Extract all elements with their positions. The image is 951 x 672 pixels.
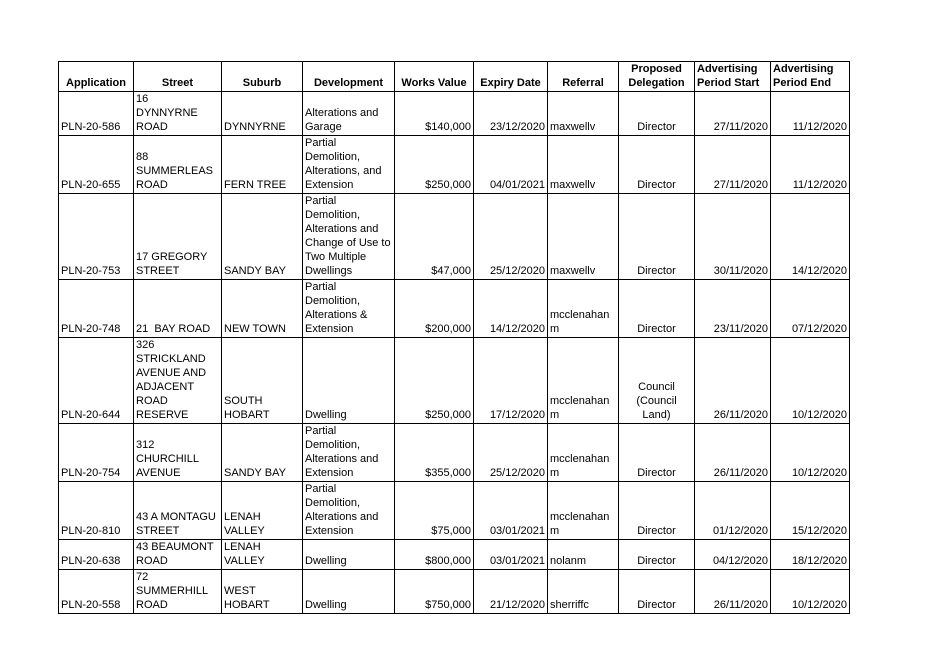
cell-ad-start: 26/11/2020 [695, 338, 771, 424]
cell-street: 21 BAY ROAD [134, 280, 222, 338]
header-development: Development [303, 62, 395, 92]
cell-ad-end: 18/12/2020 [771, 540, 850, 570]
cell-referral: maxwellv [548, 194, 619, 280]
cell-street: 43 BEAUMONT ROAD [134, 540, 222, 570]
cell-development: Partial Demolition, Alterations & Extension [303, 280, 395, 338]
cell-ad-start: 01/12/2020 [695, 482, 771, 540]
cell-development: Partial Demolition, Alterations and Change of Use to Two Multiple Dwellings [303, 194, 395, 280]
applications-table [58, 61, 850, 614]
header-street: Street [134, 62, 222, 92]
cell-ad-start: 23/11/2020 [695, 280, 771, 338]
cell-application: PLN-20-810 [59, 482, 134, 540]
cell-suburb: LENAH VALLEY [222, 540, 303, 570]
cell-street: 88 SUMMERLEAS ROAD [134, 136, 222, 194]
cell-referral: mcclenahan m [548, 424, 619, 482]
header-advertising-start: Advertising Period Start [695, 62, 771, 92]
cell-delegation: Director [619, 194, 695, 280]
cell-street: 17 GREGORY STREET [134, 194, 222, 280]
cell-ad-end: 07/12/2020 [771, 280, 850, 338]
header-referral: Referral [548, 62, 619, 92]
cell-suburb: SANDY BAY [222, 194, 303, 280]
cell-referral: maxwellv [548, 92, 619, 136]
table-row [59, 136, 850, 194]
cell-works-value: $75,000 [395, 482, 474, 540]
cell-development: Dwelling [303, 570, 395, 614]
cell-expiry-date: 23/12/2020 [474, 92, 548, 136]
cell-development: Dwelling [303, 338, 395, 424]
cell-development: Partial Demolition, Alterations and Extension [303, 424, 395, 482]
header-application: Application [59, 62, 134, 92]
cell-street: 326 STRICKLAND AVENUE AND ADJACENT ROAD RESERVE [134, 338, 222, 424]
header-proposed-delegation: Proposed Delegation [619, 62, 695, 92]
cell-suburb: SANDY BAY [222, 424, 303, 482]
cell-delegation: Director [619, 424, 695, 482]
cell-expiry-date: 14/12/2020 [474, 280, 548, 338]
header-suburb: Suburb [222, 62, 303, 92]
cell-application: PLN-20-754 [59, 424, 134, 482]
cell-expiry-date: 25/12/2020 [474, 424, 548, 482]
cell-expiry-date: 25/12/2020 [474, 194, 548, 280]
cell-expiry-date: 17/12/2020 [474, 338, 548, 424]
cell-ad-end: 14/12/2020 [771, 194, 850, 280]
cell-works-value: $800,000 [395, 540, 474, 570]
cell-works-value: $355,000 [395, 424, 474, 482]
cell-application: PLN-20-655 [59, 136, 134, 194]
cell-delegation: Council (Council Land) [619, 338, 695, 424]
cell-ad-start: 26/11/2020 [695, 424, 771, 482]
table-row [59, 570, 850, 614]
table-row [59, 482, 850, 540]
cell-suburb: FERN TREE [222, 136, 303, 194]
cell-suburb: NEW TOWN [222, 280, 303, 338]
cell-delegation: Director [619, 570, 695, 614]
cell-ad-end: 15/12/2020 [771, 482, 850, 540]
cell-suburb: SOUTH HOBART [222, 338, 303, 424]
table-row [59, 92, 850, 136]
cell-ad-start: 04/12/2020 [695, 540, 771, 570]
table-row [59, 280, 850, 338]
cell-application: PLN-20-644 [59, 338, 134, 424]
cell-application: PLN-20-638 [59, 540, 134, 570]
cell-works-value: $250,000 [395, 338, 474, 424]
cell-development: Partial Demolition, Alterations and Extension [303, 482, 395, 540]
cell-ad-end: 10/12/2020 [771, 338, 850, 424]
cell-suburb: WEST HOBART [222, 570, 303, 614]
cell-referral: sherriffc [548, 570, 619, 614]
cell-works-value: $47,000 [395, 194, 474, 280]
table-row [59, 540, 850, 570]
cell-street: 43 A MONTAGU STREET [134, 482, 222, 540]
cell-delegation: Director [619, 136, 695, 194]
cell-street: 72 SUMMERHILL ROAD [134, 570, 222, 614]
cell-referral: maxwellv [548, 136, 619, 194]
header-expiry-date: Expiry Date [474, 62, 548, 92]
cell-development: Dwelling [303, 540, 395, 570]
header-advertising-end: Advertising Period End [771, 62, 850, 92]
header-row [59, 62, 850, 92]
header-works-value: Works Value [395, 62, 474, 92]
cell-delegation: Director [619, 280, 695, 338]
cell-delegation: Director [619, 482, 695, 540]
cell-development: Partial Demolition, Alterations, and Extension [303, 136, 395, 194]
cell-works-value: $750,000 [395, 570, 474, 614]
cell-ad-start: 27/11/2020 [695, 92, 771, 136]
cell-works-value: $200,000 [395, 280, 474, 338]
cell-delegation: Director [619, 92, 695, 136]
cell-street: 312 CHURCHILL AVENUE [134, 424, 222, 482]
cell-referral: mcclenahan m [548, 482, 619, 540]
table-row [59, 194, 850, 280]
cell-expiry-date: 04/01/2021 [474, 136, 548, 194]
table-row [59, 338, 850, 424]
cell-ad-end: 11/12/2020 [771, 136, 850, 194]
cell-suburb: DYNNYRNE [222, 92, 303, 136]
cell-ad-start: 27/11/2020 [695, 136, 771, 194]
cell-development: Alterations and Garage [303, 92, 395, 136]
cell-works-value: $140,000 [395, 92, 474, 136]
cell-referral: mcclenahan m [548, 338, 619, 424]
cell-ad-end: 10/12/2020 [771, 570, 850, 614]
cell-street: 16 DYNNYRNE ROAD [134, 92, 222, 136]
cell-referral: nolanm [548, 540, 619, 570]
cell-ad-end: 10/12/2020 [771, 424, 850, 482]
cell-expiry-date: 03/01/2021 [474, 540, 548, 570]
cell-application: PLN-20-586 [59, 92, 134, 136]
cell-application: PLN-20-558 [59, 570, 134, 614]
cell-referral: mcclenahan m [548, 280, 619, 338]
cell-expiry-date: 21/12/2020 [474, 570, 548, 614]
cell-suburb: LENAH VALLEY [222, 482, 303, 540]
cell-delegation: Director [619, 540, 695, 570]
cell-expiry-date: 03/01/2021 [474, 482, 548, 540]
cell-ad-start: 26/11/2020 [695, 570, 771, 614]
cell-application: PLN-20-753 [59, 194, 134, 280]
cell-ad-start: 30/11/2020 [695, 194, 771, 280]
table-row [59, 424, 850, 482]
cell-ad-end: 11/12/2020 [771, 92, 850, 136]
cell-application: PLN-20-748 [59, 280, 134, 338]
cell-works-value: $250,000 [395, 136, 474, 194]
